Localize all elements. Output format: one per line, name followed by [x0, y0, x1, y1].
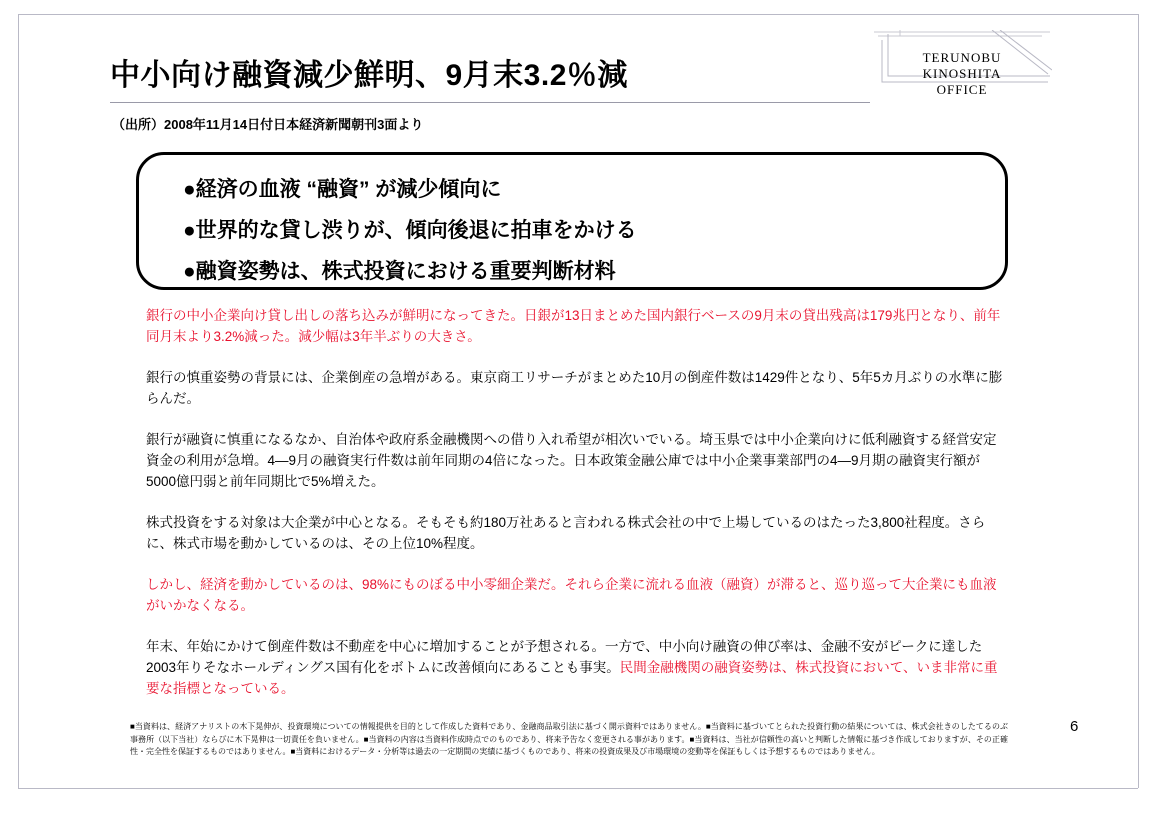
page-number: 6	[1070, 718, 1079, 735]
logo-line-1: TERUNOBU	[922, 50, 1002, 65]
key-point-2: ●世界的な貸し渋りが、傾向後退に拍車をかける	[183, 219, 637, 242]
frame-left-border	[18, 14, 19, 788]
paragraph-6-part-1: 年末、年始にかけて倒産件数は不動産を中心に増加することが予想される。一方で、中小向け融資の伸び率は、金融不安がピークに達した2003年りそなホールディングス国有化をボトムに改善傾向にあることも事実。	[146, 639, 983, 675]
body-text	[146, 305, 1008, 719]
paragraph-6	[146, 636, 1008, 699]
paragraph-6-part-2: 民間金融機関の融資姿勢は、株式投資において、いま非常に重要な指標となっている。	[146, 660, 998, 696]
source-note: （出所）2008年11月14日付日本経済新聞朝刊3面より	[112, 117, 424, 132]
page-title: 中小向け融資減少鮮明、9月末3.2％減	[110, 59, 628, 92]
logo-wordmark	[872, 50, 1052, 98]
title-underline	[110, 102, 870, 103]
logo-line-2: KINOSHITA	[922, 66, 1002, 81]
logo-line-3: OFFICE	[936, 82, 988, 97]
paragraph-5: しかし、経済を動かしているのは、98%にものぼる中小零細企業だ。それら企業に流れる血液（融資）が滞ると、巡り巡って大企業にも血液がいかなくなる。	[146, 577, 997, 613]
frame-bottom-border	[18, 788, 1138, 789]
paragraph-1: 銀行の中小企業向け貸し出しの落ち込みが鮮明になってきた。日銀が13日まとめた国内銀行ベースの9月末の貸出残高は179兆円となり、前年同月末より3.2%減った。減少幅は3年半ぶりの大きさ。	[146, 308, 1001, 344]
paragraph-2: 銀行の慎重姿勢の背景には、企業倒産の急増がある。東京商工リサーチがまとめた10月の倒産件数は1429件となり、5年5カ月ぶりの水準に膨らんだ。	[146, 370, 1003, 406]
disclaimer-text: ■当資料は、経済アナリストの木下晃伸が、投資環境についての情報提供を目的として作成した資料であり、金融商品取引法に基づく開示資料ではありません。■当資料に基づいてとられた投資行動の結果については、株式会社きのしたてるのぶ事務所（以下当社）ならびに木下晃伸は一切責任を負いません。■当資料の内容は当資料作成時点でのものであり、将来予告なく変更される事があります。■当資料は、当社が信頼性の高いと判断した情報に基づき作成しておりますが、その正確性・完全性を保証するものではありません。■当資料におけるデータ・分析等は過去の一定期間の実績に基づくものであり、将来の投資成果及び市場環境の変動等を保証もしくは予想するものではありません。	[130, 722, 1008, 756]
frame-right-border	[1138, 14, 1139, 788]
key-points-box	[136, 152, 1008, 290]
paragraph-4: 株式投資をする対象は大企業が中心となる。そもそも約180万社あると言われる株式会社の中で上場しているのはたった3,800社程度。さらに、株式市場を動かしているのは、その上位10%程度。	[146, 515, 986, 551]
key-point-1: ●経済の血液 “融資” が減少傾向に	[183, 178, 502, 201]
company-logo	[872, 30, 1052, 112]
key-point-3: ●融資姿勢は、株式投資における重要判断材料	[183, 260, 616, 283]
paragraph-3: 銀行が融資に慎重になるなか、自治体や政府系金融機関への借り入れ希望が相次いでいる。埼玉県では中小企業向けに低利融資する経営安定資金の利用が急増。4―9月の融資実行件数は前年同期の4倍になった。日本政策金融公庫では中小企業事業部門の4―9月期の融資実行額が5000億円弱と前年同期比で5%増えた。	[146, 432, 997, 489]
frame-top-border	[18, 14, 1138, 15]
